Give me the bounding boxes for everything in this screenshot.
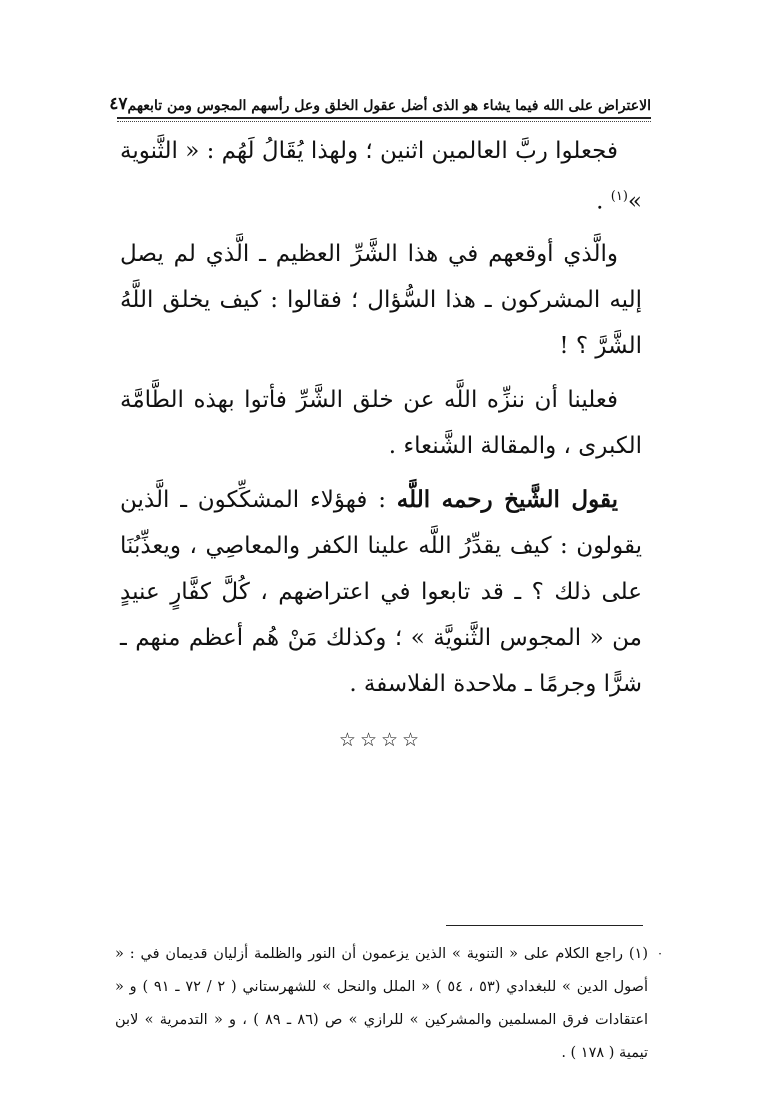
header-rule [117, 117, 651, 119]
paragraph-1-tail: . [596, 188, 611, 215]
main-text [120, 128, 642, 763]
footnote-ref: (١) [610, 189, 628, 204]
paragraph-1 [120, 128, 642, 225]
page-number: ٤٧ [109, 94, 128, 114]
footnote-bullet: · [658, 947, 662, 961]
running-title: الاعتراض على الله فيما يشاء هو الذى أضل عقول الخلق وعل رأسهم المجوس ومن تابعهم [127, 98, 651, 114]
paragraph-4-text: : فهؤلاء المشكِّكون ـ الَّذين يقولون : كيف يقدِّرُ اللَّه علينا الكفر والمعاصِي ، ويعذِّبُنَا على ذلك ؟ ـ قد تابعوا في اعتراضهم ، كُلَّ كفَّارٍ عنيدٍ من « المجوس الثَّنويَّة » ؛ وكذلك مَنْ هُم أعظم منهم ـ شرًّا وجرمًا ـ ملاحدة الفلاسفة . [120, 486, 642, 697]
speaker-label: يقول الشَّيخ رحمه اللَّه [396, 485, 618, 513]
paragraph-3: فعلينا أن ننزِّه اللَّه عن خلق الشَّرِّ فأتوا بهذه الطَّامَّة الكبرى ، والمقالة الشَّنعاء . [120, 386, 642, 459]
footnote [115, 938, 662, 1070]
footnote-rule [446, 925, 643, 926]
page-header [109, 88, 651, 114]
header-rule-dotted [117, 121, 651, 122]
paragraph-2: والَّذي أوقعهم في هذا الشَّرِّ العظيم ـ الَّذي لم يصل إليه المشركون ـ هذا السُّؤال ؛ فقالوا : كيف يخلق اللَّهُ الشَّرَّ ؟ ! [120, 240, 642, 359]
section-separator-stars: ☆☆☆☆ [338, 728, 424, 751]
paragraph-1-text: فجعلوا ربَّ العالمين اثنين ؛ ولهذا يُقَالُ لَهُم : « الثَّنوية » [119, 138, 642, 215]
footnote-text: (١) راجع الكلام على « التنوية » الذين يزعمون أن النور والظلمة أزليان قديمان في : « أصول الدين » للبغدادي (٥٣ ، ٥٤ ) « الملل والنحل » للشهرستاني ( ٢ / ٧٢ ـ ٩١ ) و « اعتقادات فرق المسلمين والمشركين » للرازي » ص (٨٦ ـ ٨٩ ) ، و « التدمرية » لابن تيمية ( ١٧٨ ) . [115, 946, 649, 1061]
paragraph-4 [120, 477, 642, 707]
